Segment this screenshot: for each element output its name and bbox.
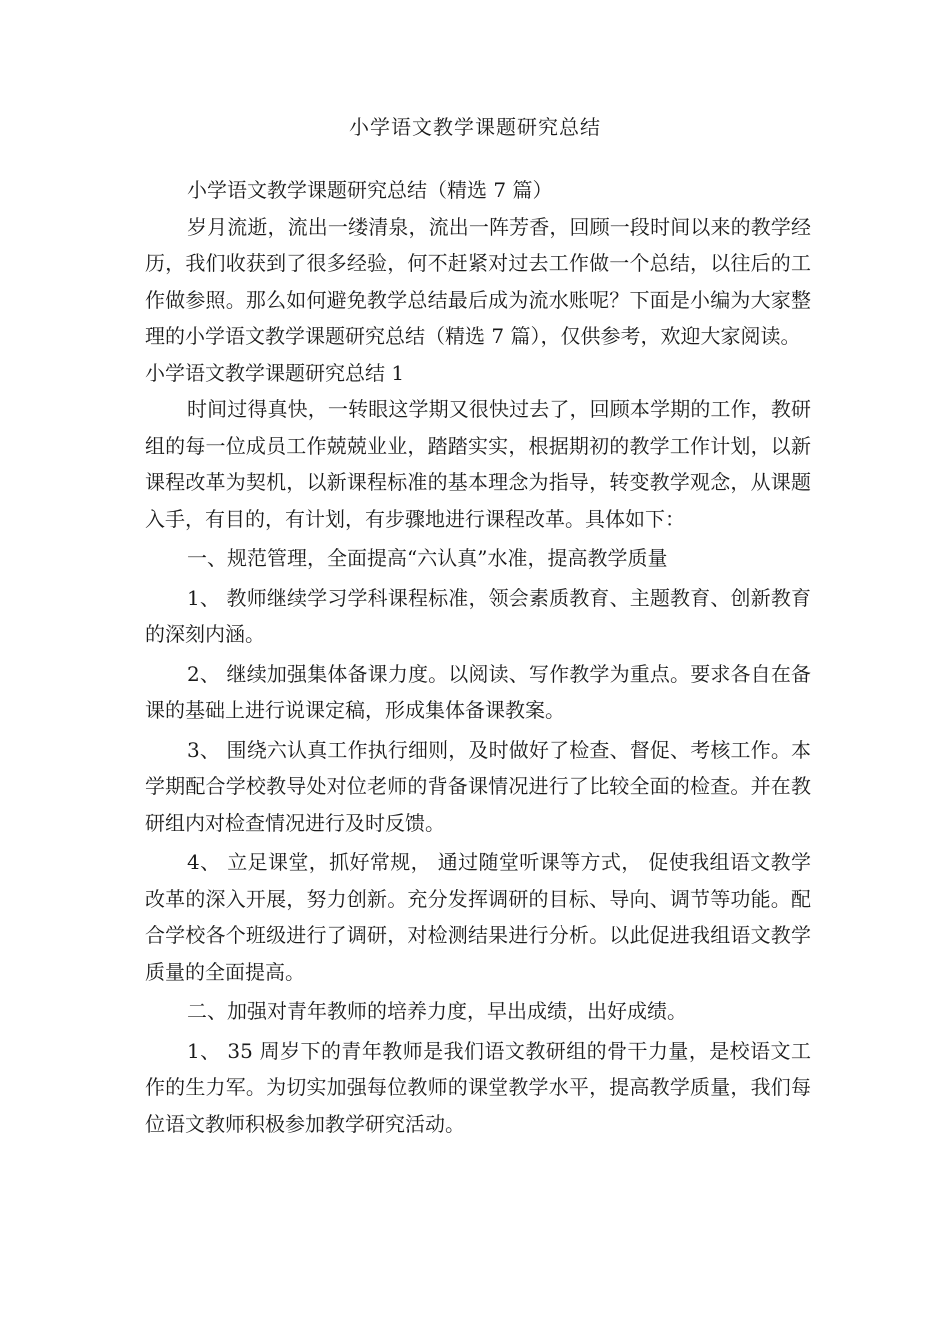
document-title: 小学语文教学课题研究总结 xyxy=(349,115,601,139)
subtitle-paragraph: 小学语文教学课题研究总结（精选 7 篇） xyxy=(187,178,553,202)
intro-paragraph: 岁月流逝，流出一缕清泉，流出一阵芳香，回顾一段时间以来的教学经历，我们收获到了很多经验，何不赶紧对过去工作做一个总结，以往后的工作做参照。那么如何避免教学总结最后成为流水账呢？下面是小编为大家整理的小学语文教学课题研究总结（精选 7 篇），仅供参考，欢迎大家阅读。 xyxy=(145,214,811,348)
heading-paragraph: 二、加强对青年教师的培养力度，早出成绩，出好成绩。 xyxy=(187,999,687,1023)
list-item-paragraph: 1、 35 周岁下的青年教师是我们语文教研组的骨干力量，是校语文工作的生力军。为切实加强每位教师的课堂教学水平，提高教学质量，我们每位语文教师积极参加教学研究活动。 xyxy=(145,1038,811,1136)
list-item-paragraph: 2、 继续加强集体备课力度。以阅读、写作教学为重点。要求各自在备课的基础上进行说课定稿，形成集体备课教案。 xyxy=(145,661,811,722)
heading-paragraph: 一、规范管理，全面提高“六认真”水准，提高教学质量 xyxy=(187,546,668,570)
list-item-paragraph: 3、 围绕六认真工作执行细则，及时做好了检查、督促、考核工作。本学期配合学校教导处对位老师的背备课情况进行了比较全面的检查。并在教研组内对检查情况进行及时反馈。 xyxy=(145,737,811,835)
section-heading: 小学语文教学课题研究总结 1 xyxy=(145,360,405,385)
list-item-paragraph: 1、 教师继续学习学科课程标准，领会素质教育、主题教育、创新教育的深刻内涵。 xyxy=(145,585,811,646)
document-body xyxy=(145,172,811,1142)
body-paragraph: 时间过得真快，一转眼这学期又很快过去了，回顾本学期的工作，教研组的每一位成员工作兢兢业业，踏踏实实，根据期初的教学工作计划，以新课程改革为契机，以新课程标准的基本理念为指导，转变教学观念，从课题入手，有目的，有计划，有步骤地进行课程改革。具体如下： xyxy=(145,397,811,531)
list-item-paragraph: 4、 立足课堂，抓好常规， 通过随堂听课等方式， 促使我组语文教学改革的深入开展，努力创新。充分发挥调研的目标、导向、调节等功能。配合学校各个班级进行了调研，对检测结果进行分析。以此促进我组语文教学质量的全面提高。 xyxy=(145,850,811,984)
